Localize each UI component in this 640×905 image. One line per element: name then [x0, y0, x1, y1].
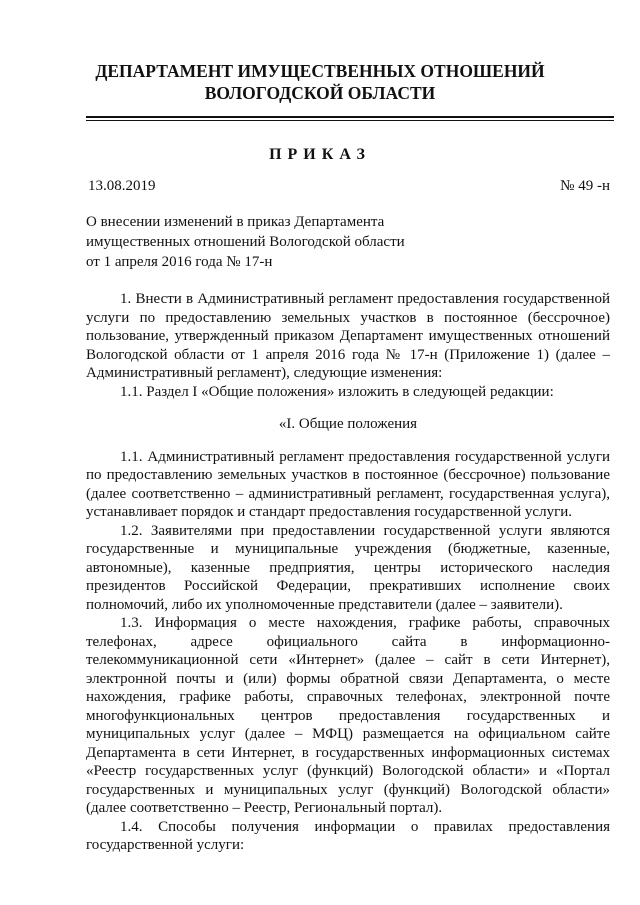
- paragraph-section-1-2: 1.2. Заявителями при предоставлении государственной услуги являются государственные и муниципальные учреждения (бюджетные, казенные, автономные), казенные предприятия, центры исторического наследия президентов Российской Федерации, прекративших исполнение своих полномочий, либо их уполномоченные представители (далее – заявители).: [86, 522, 610, 613]
- paragraph-section-1-4: 1.4. Способы получения информации о правилах предоставления государственной услуги:: [86, 818, 610, 853]
- department-header: [0, 60, 640, 104]
- paragraph-1-1: 1.1. Раздел I «Общие положения» изложить в следующей редакции:: [120, 383, 554, 400]
- header-line-1: ДЕПАРТАМЕНТ ИМУЩЕСТВЕННЫХ ОТНОШЕНИЙ: [95, 61, 545, 81]
- order-subject: О внесении изменений в приказ Департамента имущественных отношений Вологодской области от 1 апреля 2016 года № 17-н: [86, 214, 405, 270]
- header-line-2: ВОЛОГОДСКОЙ ОБЛАСТИ: [204, 83, 436, 103]
- header-rule-thick: [86, 116, 614, 118]
- order-number: № 49 -н: [560, 178, 610, 194]
- order-body: [86, 290, 610, 855]
- paragraph-section-1-3: 1.3. Информация о месте нахождения, графике работы, справочных телефонах, адресе официального сайта в информационно-телекоммуникационной сети «Интернет» (далее – сайт в сети Интернет), электронной почты и (или) формы обратной связи Департамента, о месте нахождения, графике работы, справочных телефонах, электронной почте многофункциональных центров предоставления государственных и муниципальных услуг (далее – МФЦ) размещается на официальном сайте Департамента в сети Интернет, в государственных информационных системах «Реестр государственных услуг (функций) Вологодской области» и «Портал государственных и муниципальных услуг (функций) Вологодской области» (далее соответственно – Реестр, Региональный портал).: [86, 615, 610, 816]
- order-title: ПРИКАЗ: [269, 146, 371, 163]
- order-date: 13.08.2019: [88, 178, 156, 194]
- paragraph-1: 1. Внести в Административный регламент предоставления государственной услуги по предоставлению земельных участков в постоянное (бессрочное) пользование, утвержденный приказом Департамент имущественных отношений Вологодской области от 1 апреля 2016 года № 17-н (Приложение 1) (далее – Административный регламент), следующие изменения:: [86, 291, 610, 381]
- header-rule-thin: [86, 120, 614, 121]
- section-heading: «I. Общие положения: [278, 416, 418, 432]
- paragraph-section-1-1: 1.1. Административный регламент предоставления государственной услуги по предоставлению земельных участков в постоянное (бессрочное) пользование (далее соответственно – административный регламент, государственная услуга), устанавливает порядок и стандарт предоставления государственной услуги.: [86, 448, 610, 520]
